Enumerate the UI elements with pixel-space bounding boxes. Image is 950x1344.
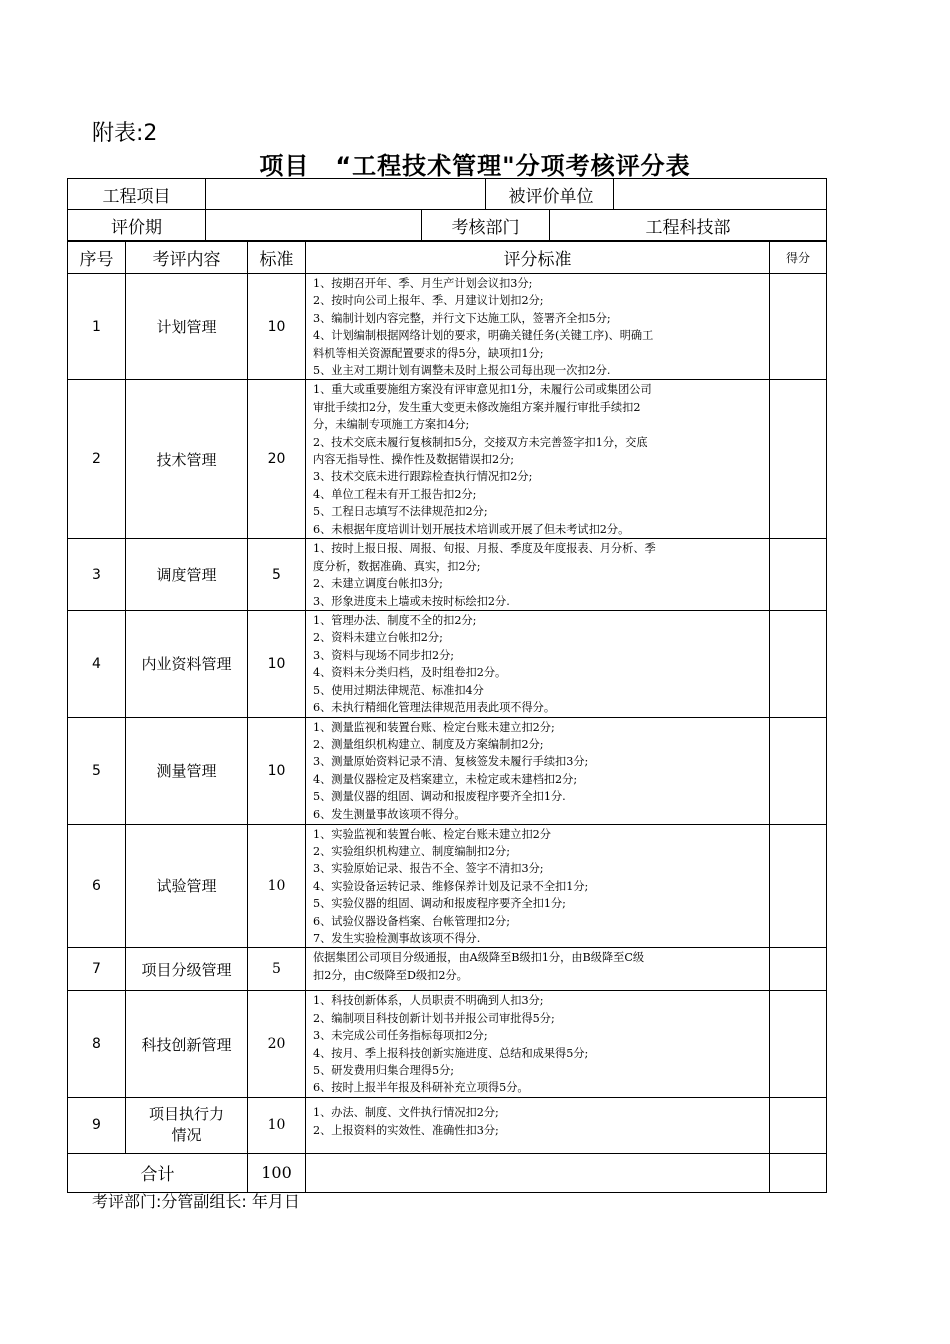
row-criteria: 依据集团公司项目分级通报，由A级降至B级扣1分，由B级降至C级 扣2分，由C级降至D级扣2分。 (306, 948, 770, 991)
row-content: 科技创新管理 (126, 991, 248, 1097)
table-row (68, 717, 827, 824)
row-content: 测量管理 (126, 717, 248, 824)
row-standard: 10 (248, 274, 306, 380)
row-criteria: 1、实验监视和装置台帐、检定台账未建立扣2分 2、实验组织机构建立、制度编制扣2分; 3、实验原始记录、报告不全、签字不清扣3分; 4、实验设备运转记录、维修保养计划及记录不全扣1分; 5、实验仪器的组固、调动和报废程序要齐全扣1分; 6、试验仪器设备档案、台帐管理扣2分; 7、发生实验检测事故该项不得分. (306, 824, 770, 948)
row-content: 内业资料管理 (126, 611, 248, 717)
row-standard: 5 (248, 948, 306, 991)
row-score[interactable] (770, 380, 827, 539)
table-row (68, 274, 827, 380)
header-content: 考评内容 (126, 242, 248, 274)
row-score[interactable] (770, 948, 827, 991)
table-row (68, 824, 827, 948)
header-criteria: 评分标准 (306, 242, 770, 274)
row-no: 5 (68, 717, 126, 824)
row-content: 项目执行力 情况 (126, 1097, 248, 1153)
header-no: 序号 (68, 242, 126, 274)
row-score[interactable] (770, 611, 827, 717)
row-criteria: 1、按期召开年、季、月生产计划会议扣3分; 2、按时向公司上报年、季、月建议计划扣2分; 3、编制计划内容完整，并行文下达施工队，签署齐全扣5分; 4、计划编制根据网络计划的要求，明确关键任务(关键工序)、明确工 料机等相关资源配置要求的得5分，缺项扣1分; 5、业主对工期计划有调整未及时上报公司每出现一次扣2分. (306, 274, 770, 380)
row-criteria: 1、测量监视和装置台账、检定台账未建立扣2分; 2、测量组织机构建立、制度及方案编制扣2分; 3、测量原始资料记录不清、复核签发未履行手续扣3分; 4、测量仪器检定及档案建立，未检定或未建档扣2分; 5、测量仪器的组固、调动和报废程序要齐全扣1分. 6、发生测量事故该项不得分。 (306, 717, 770, 824)
row-no: 3 (68, 539, 126, 611)
row-content: 调度管理 (126, 539, 248, 611)
row-standard: 10 (248, 1097, 306, 1153)
footer-signature: 考评部门:分管副组长: 年月日 (92, 1192, 300, 1211)
dept-label: 考核部门 (422, 210, 550, 241)
row-no: 9 (68, 1097, 126, 1153)
row-standard: 10 (248, 824, 306, 948)
row-content: 试验管理 (126, 824, 248, 948)
total-row (68, 1153, 827, 1192)
total-criteria (306, 1153, 770, 1192)
row-score[interactable] (770, 824, 827, 948)
row-score[interactable] (770, 991, 827, 1097)
row-content: 技术管理 (126, 380, 248, 539)
info-table (67, 178, 827, 241)
row-no: 8 (68, 991, 126, 1097)
row-score[interactable] (770, 539, 827, 611)
table-row (68, 539, 827, 611)
table-row (68, 380, 827, 539)
row-score[interactable] (770, 717, 827, 824)
row-no: 7 (68, 948, 126, 991)
row-score[interactable] (770, 274, 827, 380)
row-score[interactable] (770, 1097, 827, 1153)
row-no: 6 (68, 824, 126, 948)
total-score[interactable] (770, 1153, 827, 1192)
row-criteria: 1、管理办法、制度不全的扣2分; 2、资料未建立台帐扣2分; 3、资料与现场不同步扣2分; 4、资料未分类归档，及时组卷扣2分。 5、使用过期法律规范、标准扣4分 6、未执行精细化管理法律规范用表此项不得分。 (306, 611, 770, 717)
project-value[interactable] (206, 179, 486, 210)
row-criteria: 1、按时上报日报、周报、旬报、月报、季度及年度报表、月分析、季 度分析，数据准确、真实，扣2分; 2、未建立调度台帐扣3分; 3、形象进度未上墙或未按时标绘扣2分. (306, 539, 770, 611)
total-label: 合计 (68, 1153, 248, 1192)
row-no: 4 (68, 611, 126, 717)
row-standard: 10 (248, 611, 306, 717)
annex-label: 附表:2 (92, 121, 158, 146)
evaluated-unit-label: 被评价单位 (486, 179, 614, 210)
row-standard: 5 (248, 539, 306, 611)
row-criteria: 1、重大或重要施组方案没有评审意见扣1分，未履行公司或集团公司 审批手续扣2分，发生重大变更未修改施组方案并履行审批手续扣2 分，未编制专项施工方案扣4分; 2、技术交底未履行复核制扣5分，交接双方未完善签字扣1分，交底 内容无指导性、操作性及数据错误扣2分; 3、技术交底未进行跟踪检查执行情况扣2分; 4、单位工程未有开工报告扣2分; 5、工程日志填写不法律规范扣2分; 6、未根据年度培训计划开展技术培训或开展了但未考试扣2分。 (306, 380, 770, 539)
period-label: 评价期 (68, 210, 206, 241)
period-value[interactable] (206, 210, 422, 241)
header-standard: 标准 (248, 242, 306, 274)
table-row (68, 948, 827, 991)
project-label: 工程项目 (68, 179, 206, 210)
evaluated-unit-value[interactable] (614, 179, 827, 210)
row-standard: 20 (248, 380, 306, 539)
table-row (68, 611, 827, 717)
dept-value: 工程科技部 (550, 210, 827, 241)
row-no: 2 (68, 380, 126, 539)
row-content: 项目分级管理 (126, 948, 248, 991)
row-standard: 10 (248, 717, 306, 824)
row-no: 1 (68, 274, 126, 380)
score-table (67, 241, 827, 1193)
total-value: 100 (248, 1153, 306, 1192)
row-criteria: 1、办法、制度、文件执行情况扣2分; 2、上报资料的实效性、准确性扣3分; (306, 1097, 770, 1153)
row-content: 计划管理 (126, 274, 248, 380)
title-main: “工程技术管理"分项考核评分表 (335, 152, 691, 180)
page-title (0, 146, 950, 181)
table-row (68, 991, 827, 1097)
row-criteria: 1、科技创新体系，人员职责不明确到人扣3分; 2、编制项目科技创新计划书并报公司审批得5分; 3、未完成公司任务指标每项扣2分; 4、按月、季上报科技创新实施进度、总结和成果得5分; 5、研发费用归集合理得5分; 6、按时上报半年报及科研补充立项得5分。 (306, 991, 770, 1097)
title-prefix: 项目 (259, 152, 310, 180)
header-score: 得分 (770, 242, 827, 274)
row-standard: 20 (248, 991, 306, 1097)
table-row (68, 1097, 827, 1153)
